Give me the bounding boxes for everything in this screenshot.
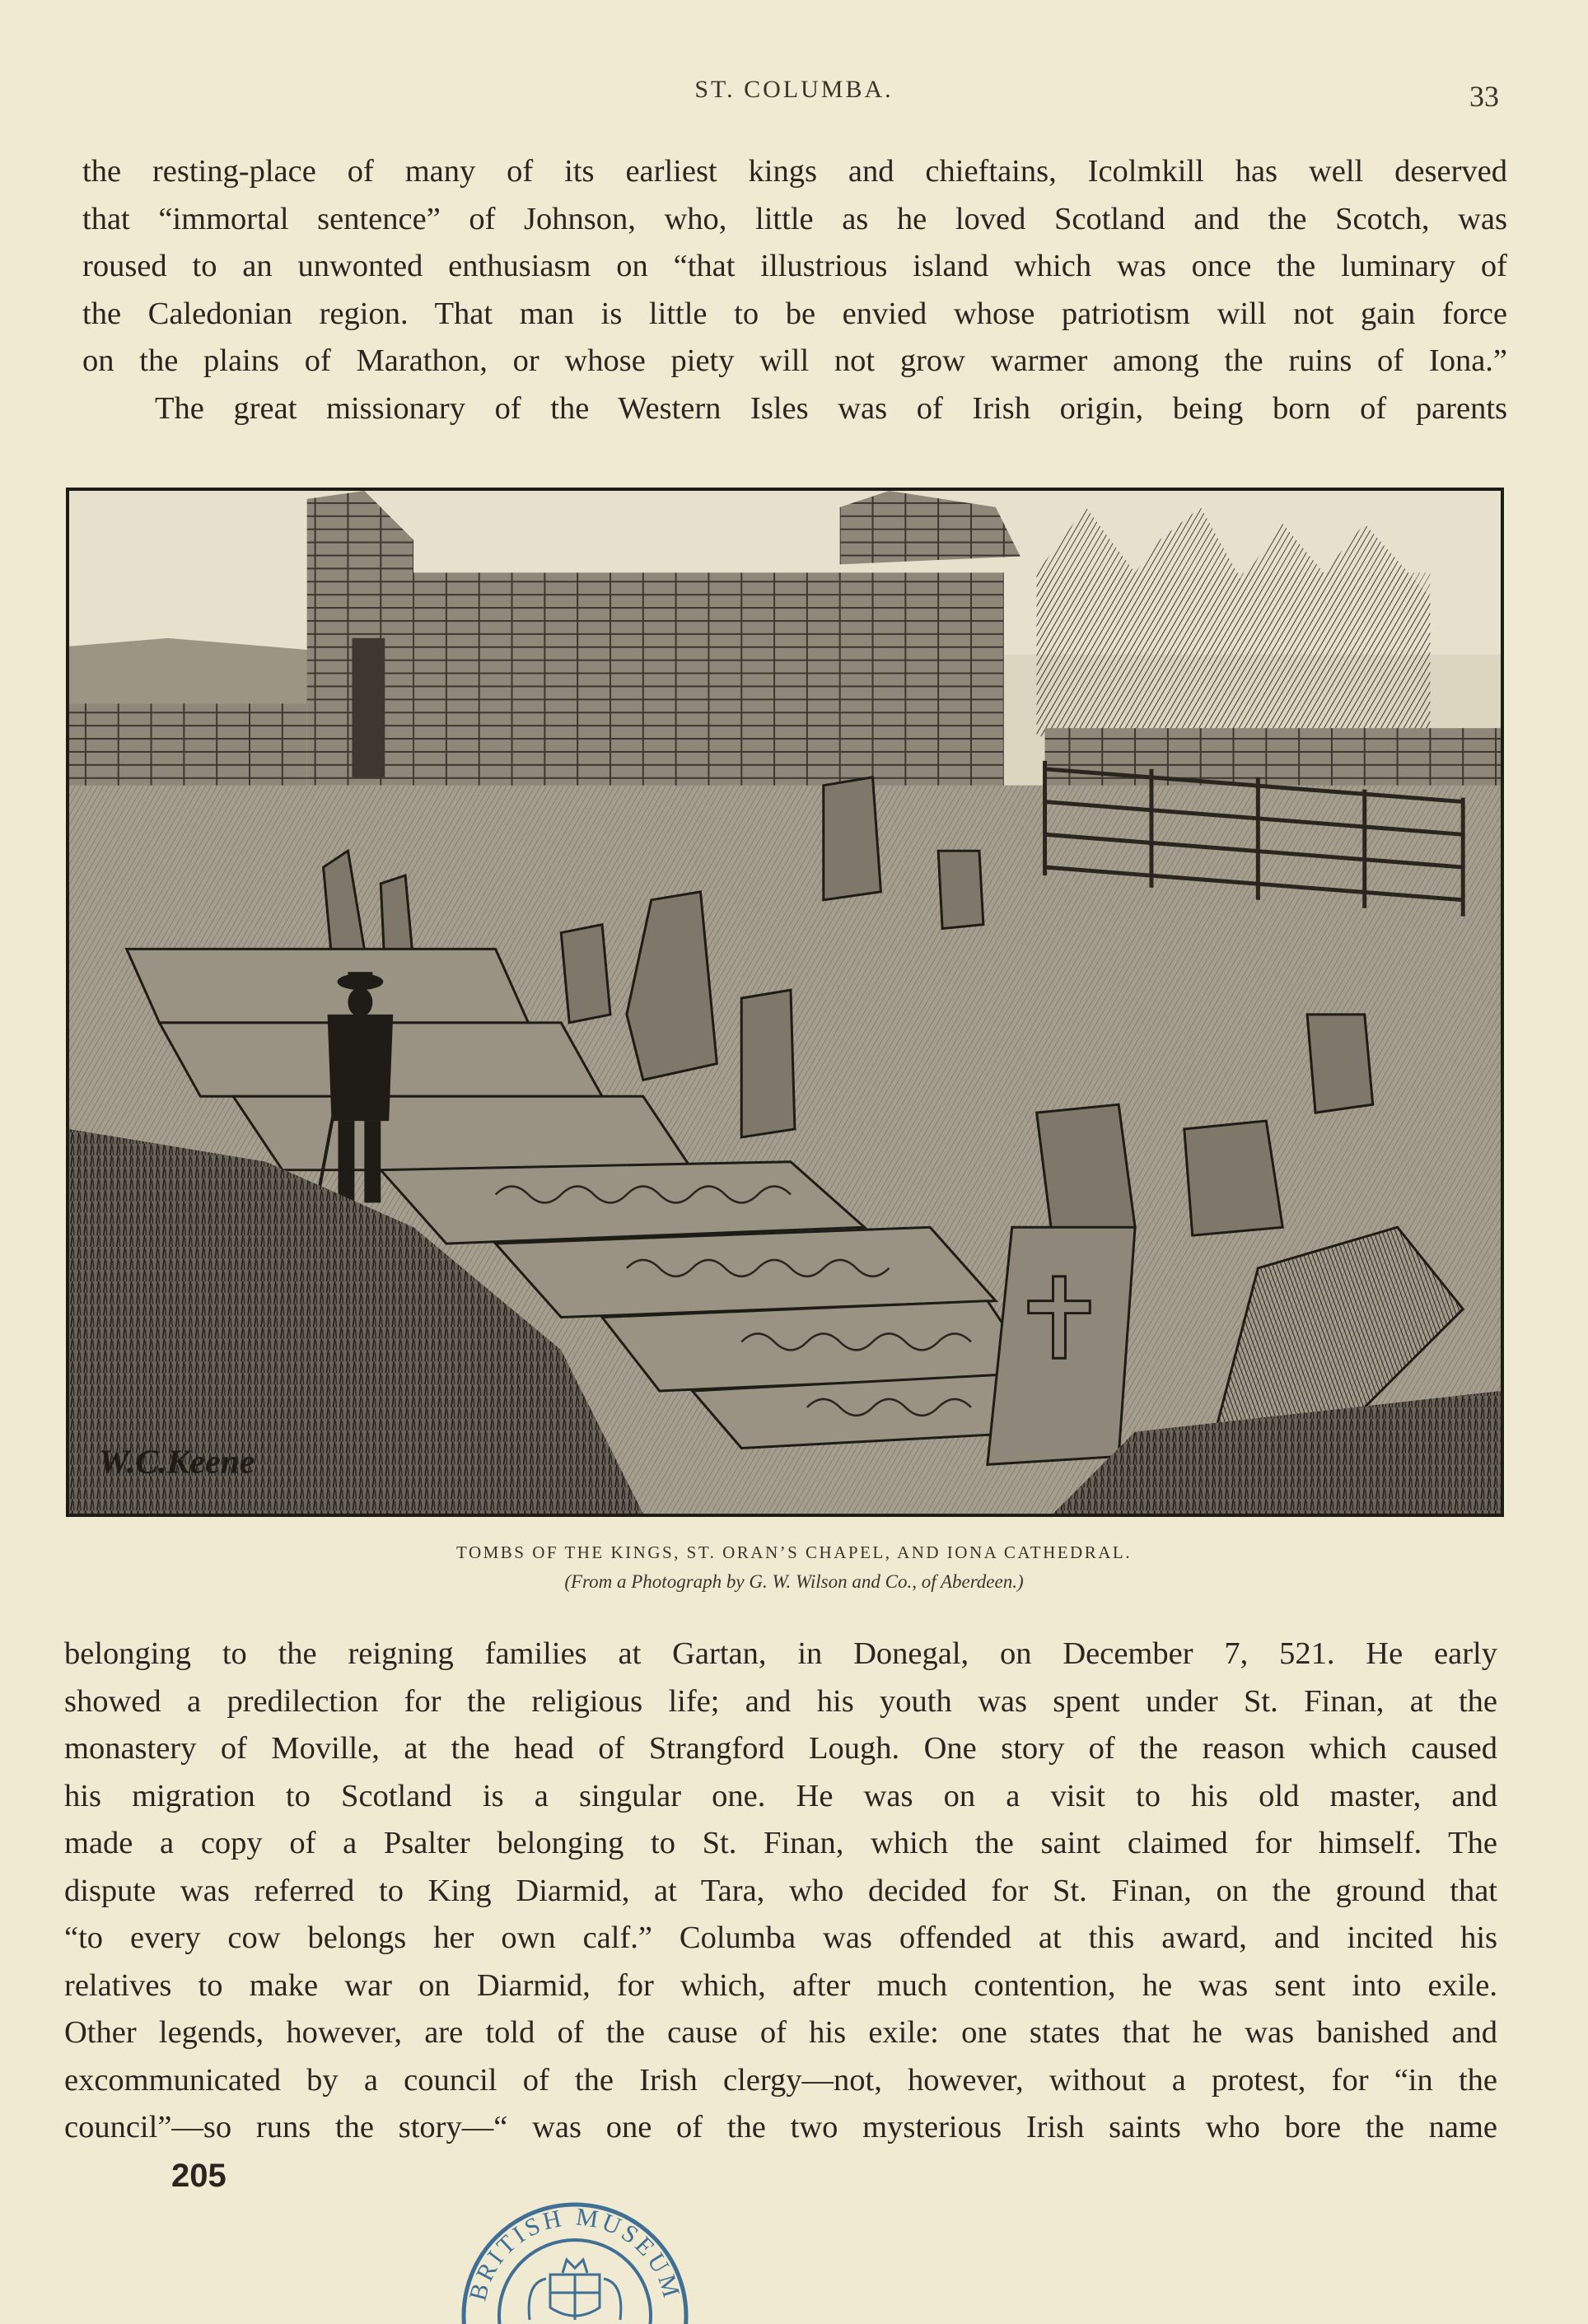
text-line: dispute was referred to King Diarmid, at Tara, who decided for St. Finan, on the ground that: [64, 1873, 1497, 1908]
royal-arms-icon: [529, 2260, 621, 2320]
text-line: belonging to the reigning families at Gartan, in Donegal, on December 7, 521. He early: [64, 1636, 1497, 1671]
engraving-illustration: [66, 488, 1504, 1517]
text-line: “to every cow belongs her own calf.” Columba was offended at this award, and incited his: [64, 1920, 1497, 1955]
text-line: his migration to Scotland is a singular one. He was on a visit to his old master, and: [64, 1778, 1497, 1813]
paragraph-2: [64, 1631, 1497, 2152]
text-line: council”—so runs the story—“ was one of the two mysterious Irish saints who bore the name: [64, 2110, 1497, 2144]
text-line: Other legends, however, are told of the cause of his exile: one states that he was banished and: [64, 2015, 1497, 2050]
stamp-text: BRITISH MUSEUM: [464, 2203, 686, 2304]
engraving-image: [69, 491, 1501, 1514]
paragraph-1: [82, 148, 1507, 432]
text-line: relatives to make war on Diarmid, for which, after much contention, he was sent into exile.: [64, 1967, 1497, 2003]
running-title: ST. COLUMBA.: [694, 76, 894, 103]
figure-credit: (From a Photograph by G. W. Wilson and Co., of Aberdeen.): [564, 1571, 1024, 1592]
library-stamp: [451, 2184, 698, 2324]
text-line: showed a predilection for the religious life; and his youth was spent under St. Finan, at the: [64, 1683, 1497, 1719]
text-line: the resting-place of many of its earliest kings and chieftains, Icolmkill has well deserved: [82, 154, 1507, 189]
text-line: that “immortal sentence” of Johnson, who, little as he loved Scotland and the Scotch, was: [82, 201, 1507, 236]
text-line: The great missionary of the Western Isles was of Irish origin, being born of parents: [155, 390, 1507, 426]
text-line: on the plains of Marathon, or whose piety will not grow warmer among the ruins of Iona.”: [82, 343, 1507, 378]
text-line: made a copy of a Psalter belonging to St. Finan, which the saint claimed for himself. The: [64, 1826, 1497, 1860]
text-line: roused to an unwonted enthusiasm on “that illustrious island which was once the luminary of: [82, 249, 1507, 283]
page-number: 33: [1469, 80, 1499, 113]
text-line: the Caledonian region. That man is little to be envied whose patriotism will not gain force: [82, 296, 1507, 331]
signature-mark: 205: [171, 2158, 227, 2194]
text-line: excommunicated by a council of the Irish clergy—not, however, without a protest, for “in the: [64, 2062, 1497, 2098]
figure-caption: TOMBS OF THE KINGS, ST. ORAN’S CHAPEL, AND IONA CATHEDRAL.: [456, 1542, 1132, 1562]
text-line: monastery of Moville, at the head of Strangford Lough. One story of the reason which caused: [64, 1731, 1497, 1766]
artist-signature: W.C.Keene: [98, 1443, 255, 1482]
